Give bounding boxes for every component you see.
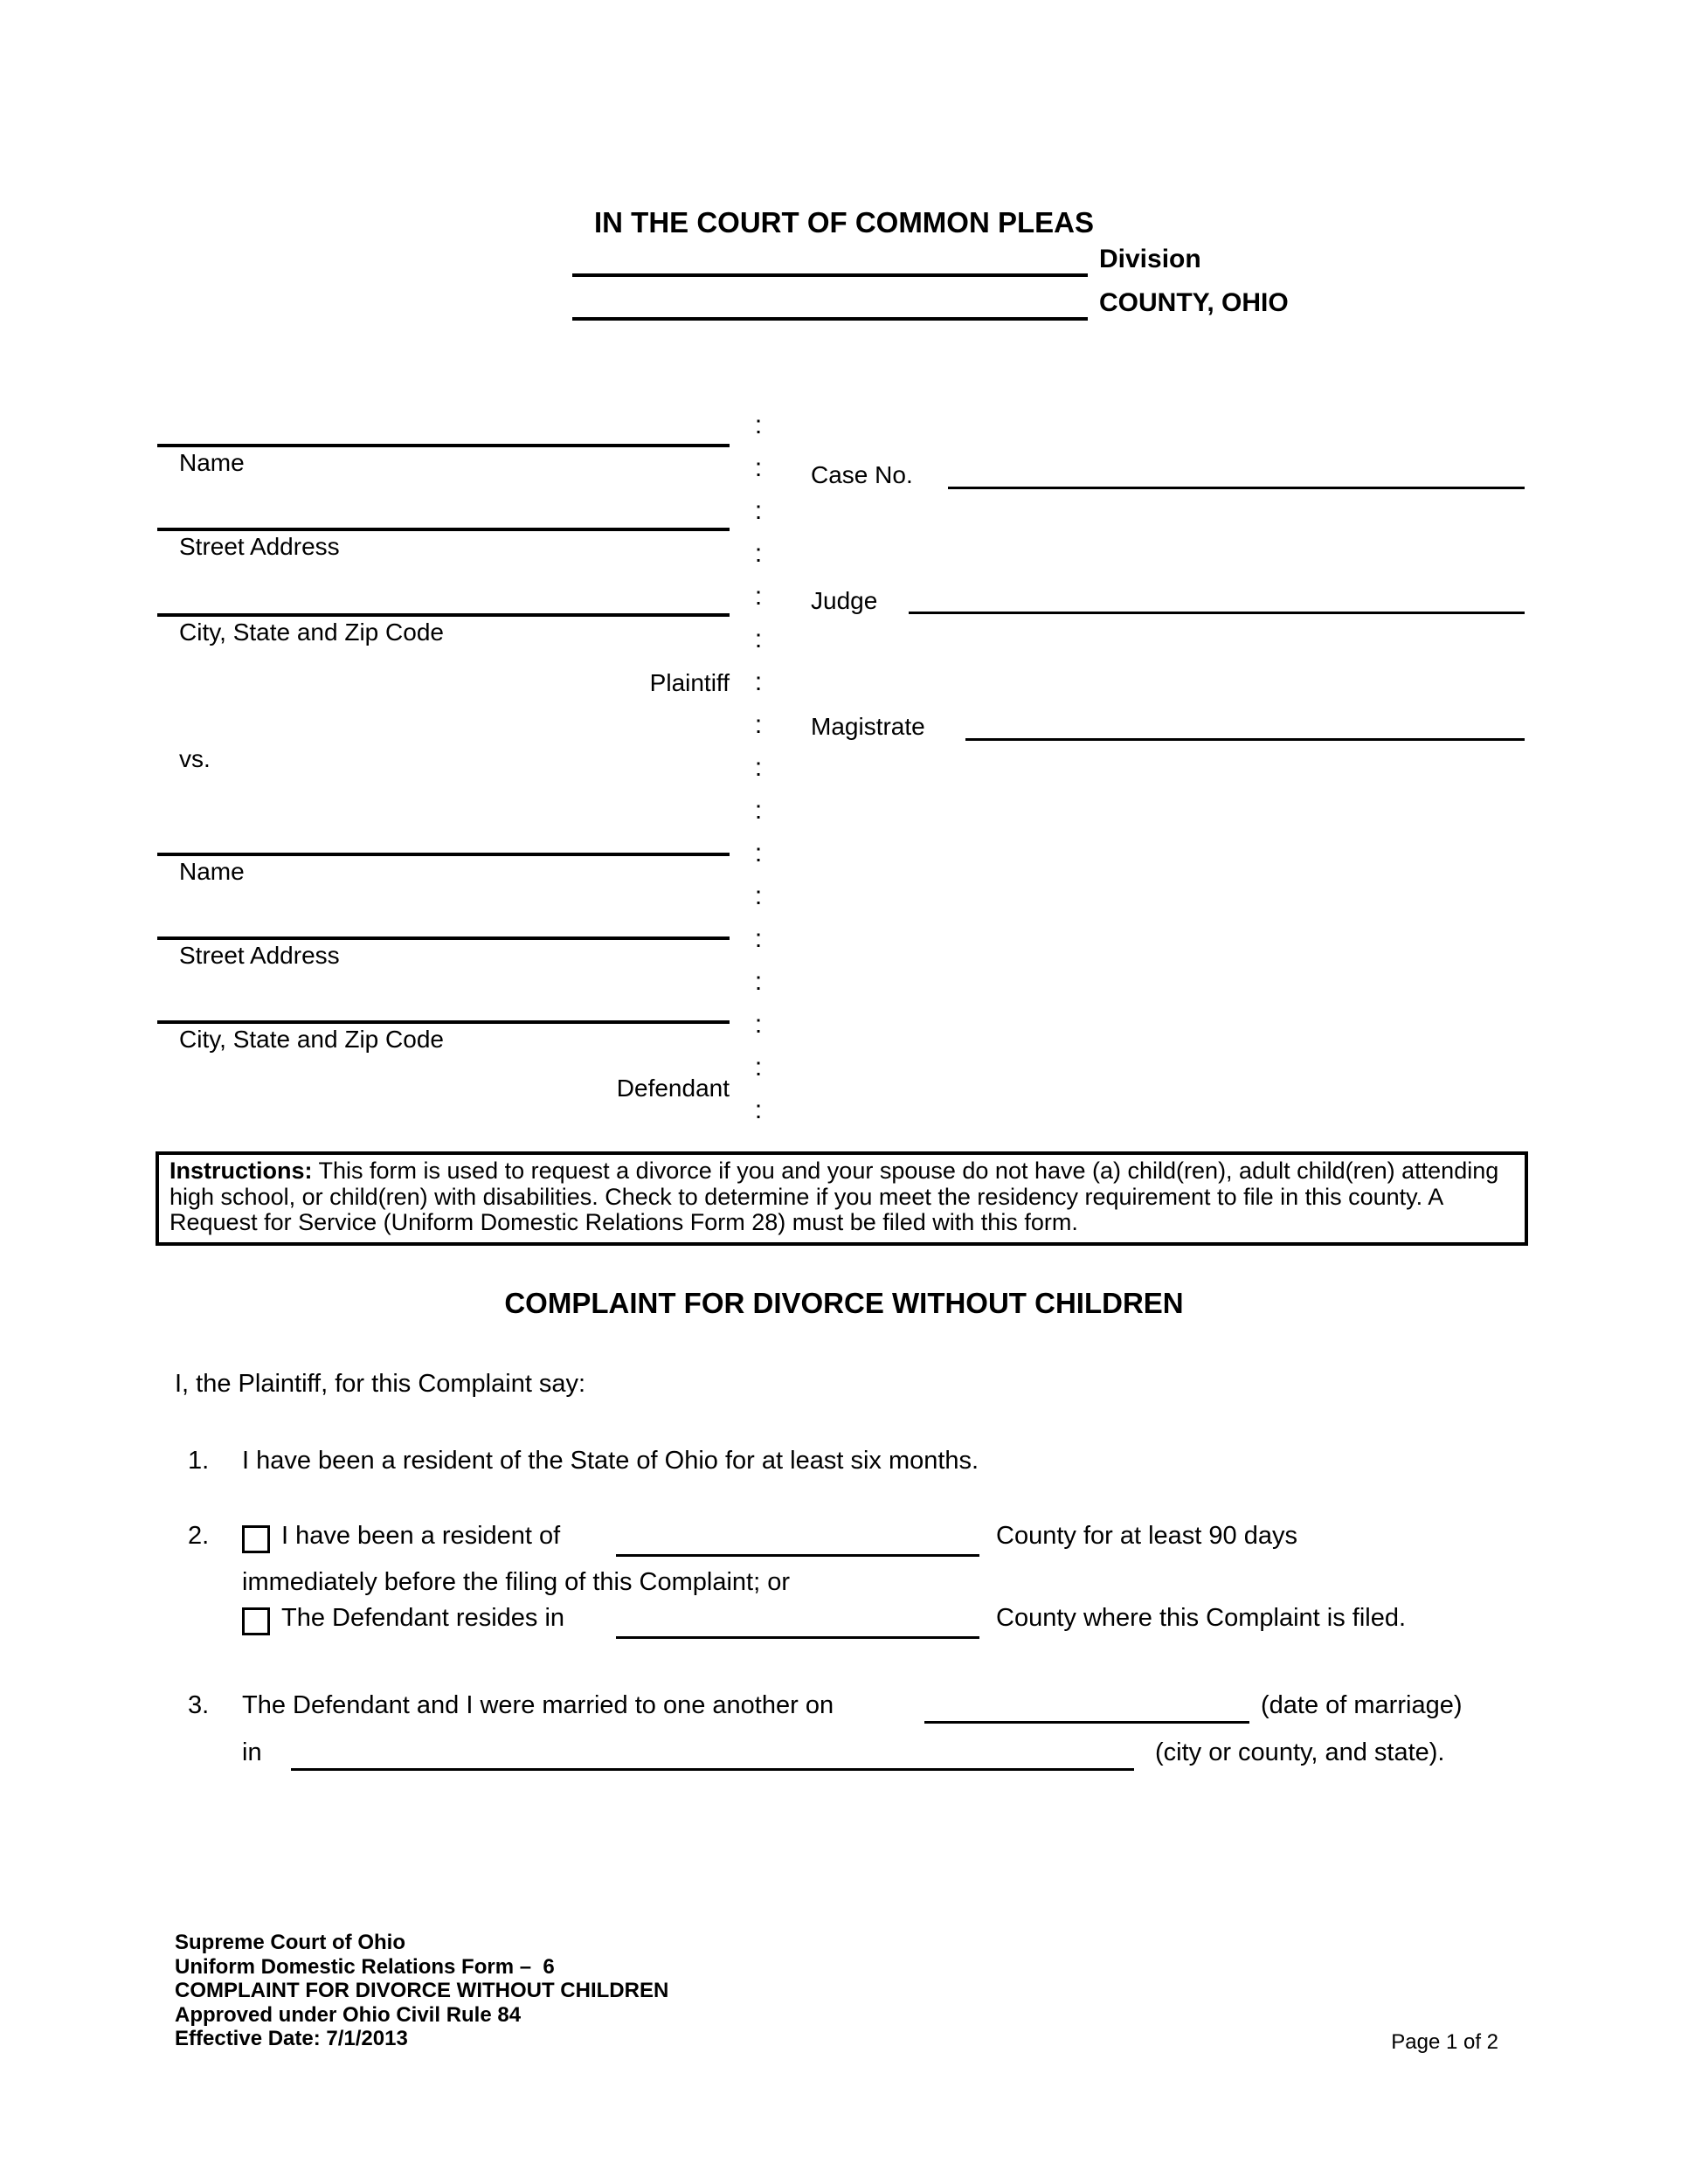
defendant-street-blank[interactable] [157,936,730,940]
caption-separator-colon: : [754,1053,763,1082]
county-blank[interactable] [572,317,1088,321]
caption-separator-colon: : [754,881,763,910]
caption-separator-colon: : [754,924,763,953]
caption-separator-colon: : [754,967,763,996]
plaintiff-name-label: Name [179,449,245,476]
caption-separator-colon: : [754,839,763,867]
plaintiff-name-blank[interactable] [157,444,730,447]
caption-separator-colon: : [754,1010,763,1039]
intro-statement: I, the Plaintiff, for this Complaint say: [175,1370,586,1398]
defendant-city-blank[interactable] [157,1020,730,1024]
defendant-name-blank[interactable] [157,853,730,856]
magistrate-label: Magistrate [811,713,925,740]
court-title: IN THE COURT OF COMMON PLEAS [594,206,1094,238]
defendant-county-blank[interactable] [616,1636,979,1639]
item1-text: I have been a resident of the State of Ohio for at least six months. [242,1447,979,1475]
caption-separator-colon: : [754,1095,763,1124]
division-label: Division [1099,245,1201,273]
case-no-blank[interactable] [948,487,1525,489]
defendant-city-label: City, State and Zip Code [179,1026,444,1053]
caption-separator-colon: : [754,582,763,611]
plaintiff-county-blank[interactable] [616,1554,979,1557]
defendant-street-label: Street Address [179,942,340,969]
plaintiff-role-label: Plaintiff [649,669,730,696]
item2-option1-line2: immediately before the filing of this Complaint; or [242,1568,791,1596]
caption-separator-colon: : [754,411,763,439]
item2-option1-text: I have been a resident of [281,1522,561,1550]
item3-number: 3. [188,1691,210,1719]
footer-line-form-title: COMPLAINT FOR DIVORCE WITHOUT CHILDREN [175,1979,669,2002]
item3-line2-text: in [242,1738,262,1766]
plaintiff-city-label: City, State and Zip Code [179,619,444,646]
plaintiff-street-blank[interactable] [157,528,730,531]
magistrate-blank[interactable] [965,738,1525,741]
form-title: COMPLAINT FOR DIVORCE WITHOUT CHILDREN [504,1287,1184,1319]
item2-option1-after-text: County for at least 90 days [996,1522,1297,1550]
page-number: Page 1 of 2 [1391,2030,1498,2054]
caption-separator-colon: : [754,453,763,482]
plaintiff-residency-checkbox[interactable] [242,1525,270,1553]
footer-line-effective-date: Effective Date: 7/1/2013 [175,2027,408,2050]
division-blank[interactable] [572,273,1088,277]
caption-separator-colon: : [754,667,763,696]
item2-number: 2. [188,1522,210,1550]
item2-option2-text: The Defendant resides in [281,1604,565,1632]
judge-blank[interactable] [909,612,1525,614]
item2-option2-after-text: County where this Complaint is filed. [996,1604,1407,1632]
vs-label: vs. [179,745,211,772]
footer-line-court: Supreme Court of Ohio [175,1931,405,1954]
instructions-box [156,1151,1528,1246]
caption-colon-column [748,404,769,1131]
footer-block [175,1931,668,2051]
plaintiff-city-blank[interactable] [157,613,730,617]
caption-separator-colon: : [754,753,763,782]
plaintiff-street-label: Street Address [179,533,340,560]
case-no-label: Case No. [811,461,913,488]
item1-number: 1. [188,1447,210,1475]
county-label: COUNTY, OHIO [1099,288,1289,317]
item3-line1-text: The Defendant and I were married to one another on [242,1691,834,1719]
item3-place-hint: (city or county, and state). [1155,1738,1445,1766]
footer-line-form-number: Uniform Domestic Relations Form – 6 [175,1954,555,1979]
marriage-place-blank[interactable] [291,1768,1134,1771]
caption-separator-colon: : [754,796,763,825]
instructions-label: Instructions: [169,1158,313,1184]
caption-separator-colon: : [754,625,763,653]
caption-separator-colon: : [754,710,763,739]
judge-label: Judge [811,587,878,614]
instructions-text: This form is used to request a divorce if you and your spouse do not have (a) child(ren), adult child(ren) attending high school, or child(ren) with disabilities. Check to determine if you meet the residency requirement to file in this county. A Request for Service (Uniform Domestic Relations Form 28) must be filed with this form. [169,1158,1499,1235]
defendant-role-label: Defendant [616,1075,730,1102]
item3-date-hint: (date of marriage) [1261,1691,1463,1719]
defendant-residency-checkbox[interactable] [242,1607,270,1635]
footer-line-approval: Approved under Ohio Civil Rule 84 [175,2002,522,2027]
caption-separator-colon: : [754,539,763,568]
defendant-name-label: Name [179,858,245,885]
marriage-date-blank[interactable] [924,1721,1249,1724]
caption-separator-colon: : [754,496,763,525]
